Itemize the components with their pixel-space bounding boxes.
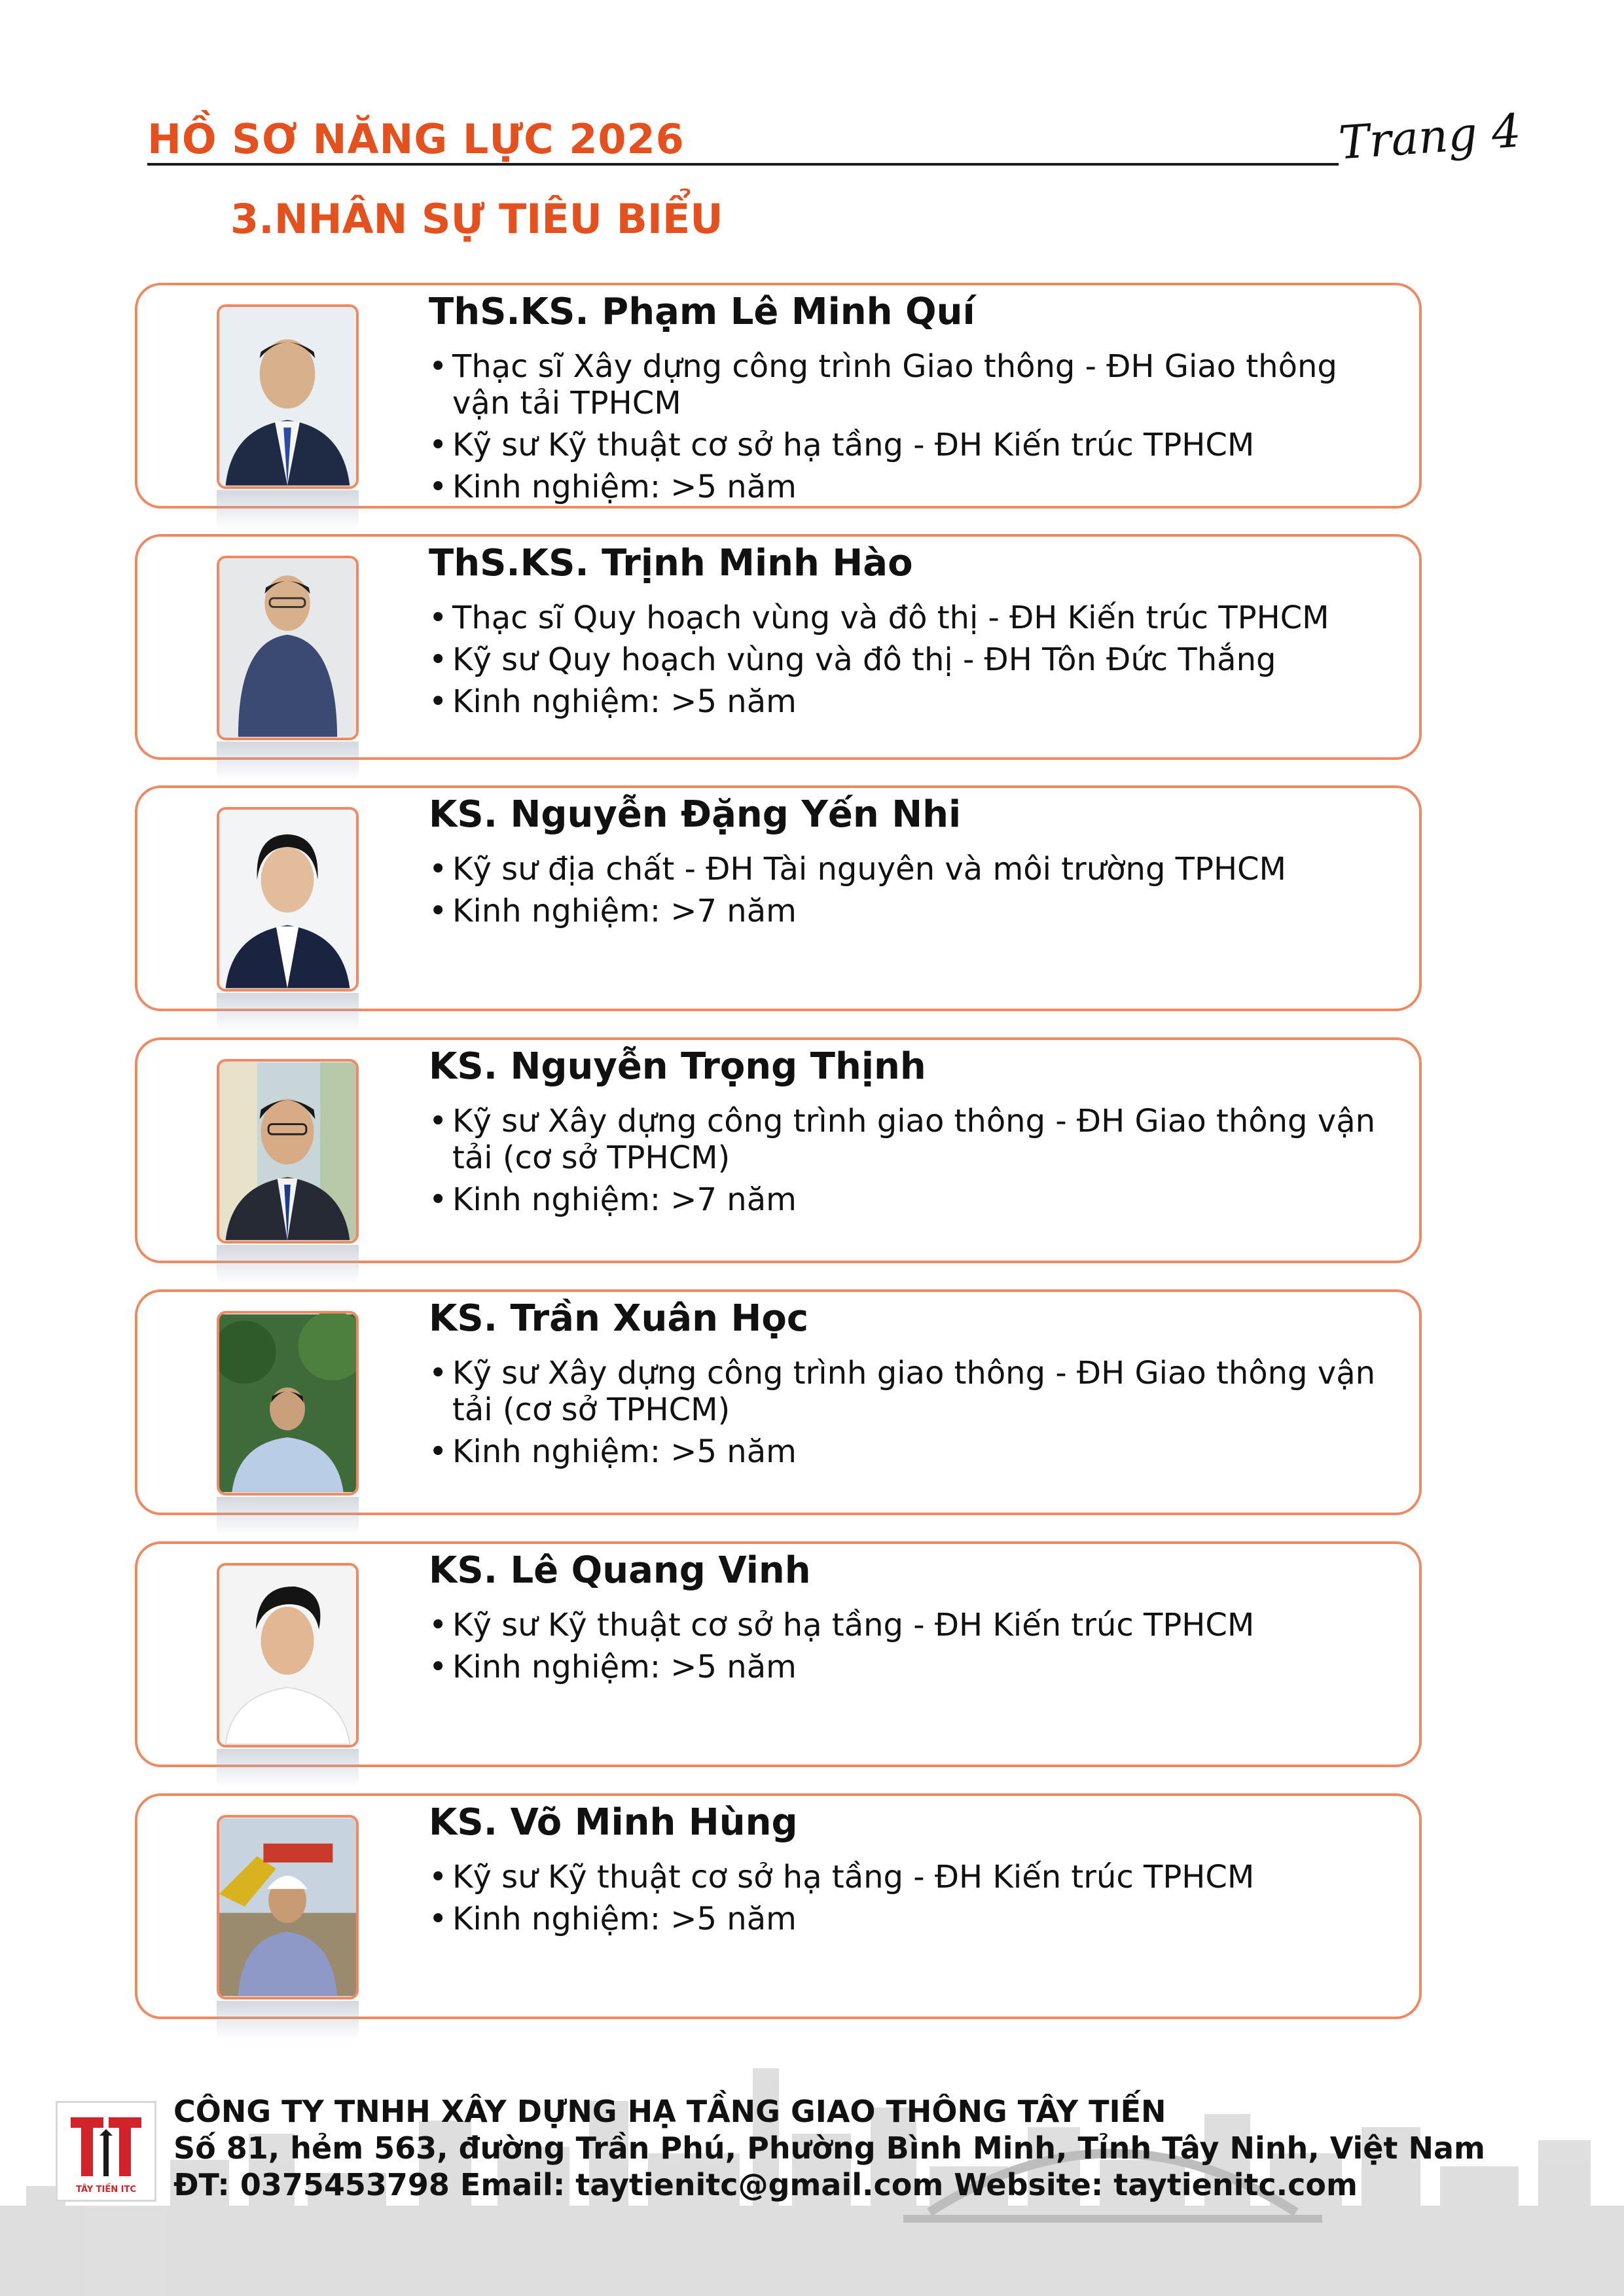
photo-reflection (217, 993, 359, 1032)
staff-detail: • Kỹ sư Kỹ thuật cơ sở hạ tầng - ĐH Kiến trúc TPHCM (429, 1607, 1404, 1643)
photo-reflection (217, 1245, 359, 1284)
photo-reflection (217, 1749, 359, 1788)
staff-detail: • Kỹ sư Kỹ thuật cơ sở hạ tầng - ĐH Kiến trúc TPHCM (429, 427, 1404, 463)
staff-name: KS. Trần Xuân Học (429, 1297, 809, 1340)
staff-detail: • Kinh nghiệm: >5 năm (429, 1649, 1404, 1685)
staff-name: KS. Võ Minh Hùng (429, 1801, 798, 1844)
staff-card (135, 534, 1422, 760)
staff-name: ThS.KS. Trịnh Minh Hào (429, 542, 913, 584)
staff-detail: • Thạc sĩ Quy hoạch vùng và đô thị - ĐH Kiến trúc TPHCM (429, 600, 1404, 636)
staff-name: KS. Nguyễn Trọng Thịnh (429, 1045, 926, 1088)
staff-card (135, 283, 1422, 509)
staff-detail: • Kinh nghiệm: >5 năm (429, 683, 1404, 720)
section-title: 3.NHÂN SỰ TIÊU BIỂU (230, 195, 723, 243)
logo-text: TÂY TIẾN ITC (76, 2185, 136, 2195)
staff-detail: • Kỹ sư địa chất - ĐH Tài nguyên và môi trường TPHCM (429, 851, 1404, 888)
staff-detail: • Kinh nghiệm: >7 năm (429, 1181, 1404, 1218)
staff-card (135, 1037, 1422, 1263)
footer-info (173, 2093, 1485, 2203)
company-address: Số 81, hẻm 563, đường Trần Phú, Phường Bình Minh, Tỉnh Tây Ninh, Việt Nam (173, 2130, 1485, 2166)
company-name: CÔNG TY TNHH XÂY DỰNG HẠ TẦNG GIAO THÔNG TÂY TIẾN (173, 2094, 1166, 2129)
staff-detail: • Kỹ sư Quy hoạch vùng và đô thị - ĐH Tôn Đức Thắng (429, 641, 1404, 678)
staff-detail: • Kỹ sư Xây dựng công trình giao thông - ĐH Giao thông vận tải (cơ sở TPHCM) (429, 1355, 1404, 1428)
company-contact: ĐT: 0375453798 Email: taytienitc@gmail.com Website: taytienitc.com (173, 2167, 1358, 2202)
staff-detail: • Kinh nghiệm: >5 năm (429, 1433, 1404, 1470)
photo-reflection (217, 1497, 359, 1536)
staff-detail: • Kinh nghiệm: >7 năm (429, 893, 1404, 929)
staff-card (135, 1793, 1422, 2019)
staff-card (135, 785, 1422, 1011)
staff-name: KS. Lê Quang Vinh (429, 1549, 811, 1592)
photo-reflection (217, 2001, 359, 2040)
staff-detail: • Thạc sĩ Xây dựng công trình Giao thông - ĐH Giao thông vận tải TPHCM (429, 348, 1404, 422)
company-logo (56, 2101, 156, 2202)
photo-reflection (217, 742, 359, 781)
staff-name: ThS.KS. Phạm Lê Minh Quí (429, 291, 975, 333)
staff-card (135, 1541, 1422, 1767)
staff-name: KS. Nguyễn Đặng Yến Nhi (429, 793, 962, 836)
staff-photo (217, 1815, 359, 2000)
staff-photo (217, 1311, 359, 1496)
staff-photo (217, 1059, 359, 1244)
photo-reflection (217, 490, 359, 529)
staff-photo (217, 807, 359, 992)
header-rule (147, 163, 1339, 166)
staff-photo (217, 304, 359, 489)
staff-detail: • Kinh nghiệm: >5 năm (429, 469, 1404, 505)
staff-detail: • Kỹ sư Xây dựng công trình giao thông - ĐH Giao thông vận tải (cơ sở TPHCM) (429, 1103, 1404, 1176)
staff-detail: • Kỹ sư Kỹ thuật cơ sở hạ tầng - ĐH Kiến trúc TPHCM (429, 1859, 1404, 1895)
document-title: HỒ SƠ NĂNG LỰC 2026 (147, 115, 685, 163)
staff-photo (217, 556, 359, 740)
page-label: Trang 4 (1337, 103, 1523, 170)
staff-photo (217, 1563, 359, 1748)
staff-detail: • Kinh nghiệm: >5 năm (429, 1901, 1404, 1937)
staff-card (135, 1289, 1422, 1515)
